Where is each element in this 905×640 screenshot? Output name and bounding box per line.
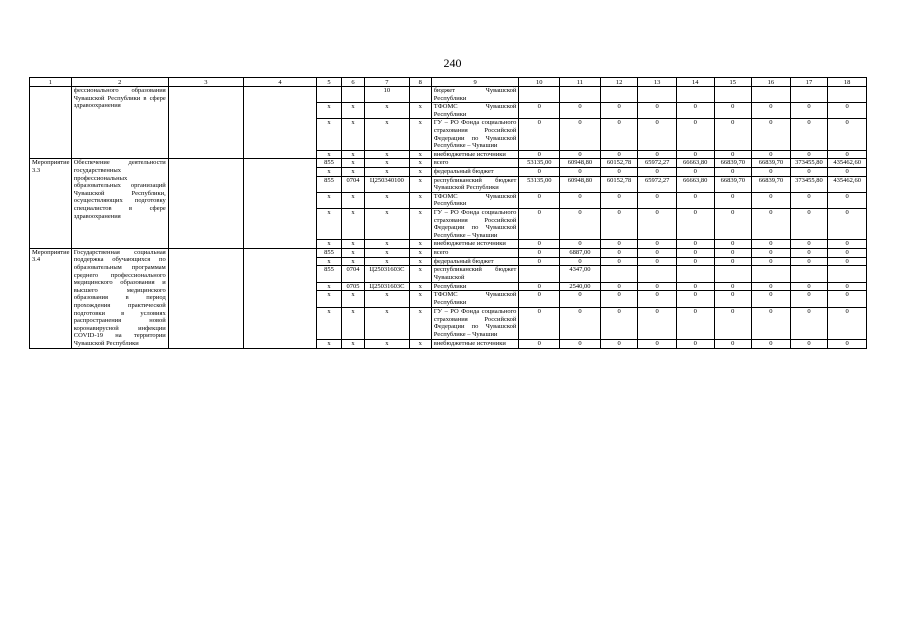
participants-cell (243, 159, 316, 249)
funding-source-cell: бюджет Чувашской Республики (431, 87, 519, 103)
amount-cell: 0 (714, 291, 752, 307)
amount-cell: 0 (676, 240, 714, 249)
column-number: 17 (790, 78, 828, 87)
section-cell: x (342, 159, 365, 168)
amount-cell (676, 87, 714, 103)
section-cell: x (342, 240, 365, 249)
amount-cell: 0 (714, 167, 752, 176)
amount-cell: 0 (828, 208, 867, 239)
executor-cell (168, 87, 243, 159)
executor-cell (168, 248, 243, 348)
amount-cell: 0 (638, 192, 677, 208)
column-number: 13 (638, 78, 677, 87)
amount-cell: 0 (560, 339, 601, 348)
amount-cell: 0 (790, 150, 828, 159)
amount-cell: 0 (676, 307, 714, 339)
amount-cell: 65972,27 (638, 159, 677, 168)
target-article-cell: x (364, 257, 409, 266)
amount-cell: 4347,00 (560, 266, 601, 282)
amount-cell: 0 (560, 307, 601, 339)
event-name-cell: Обеспечение деятельности государственных профессиональных образовательных организаций Чувашской Республики, осуществляющих подготовку специалистов в сфере здравоохранения (71, 159, 168, 249)
amount-cell: 0 (638, 307, 677, 339)
expense-group-cell: x (409, 307, 431, 339)
amount-cell: 0 (560, 208, 601, 239)
amount-cell: 0 (828, 282, 867, 291)
amount-cell: 0 (638, 339, 677, 348)
amount-cell: 0 (714, 192, 752, 208)
amount-cell (676, 266, 714, 282)
amount-cell: 0 (600, 307, 638, 339)
amount-cell: 0 (790, 248, 828, 257)
amount-cell: 0 (600, 339, 638, 348)
amount-cell: 0 (638, 119, 677, 150)
amount-cell: 0 (676, 248, 714, 257)
amount-cell: 0 (828, 248, 867, 257)
amount-cell: 0 (790, 167, 828, 176)
column-number: 11 (560, 78, 601, 87)
grbs-cell: x (316, 119, 341, 150)
amount-cell: 60152,78 (600, 159, 638, 168)
participants-cell (243, 248, 316, 348)
expense-group-cell: x (409, 208, 431, 239)
amount-cell: 0 (519, 248, 560, 257)
amount-cell: 0 (714, 257, 752, 266)
grbs-cell: x (316, 208, 341, 239)
section-cell: x (342, 167, 365, 176)
funding-source-cell: Республики (431, 282, 519, 291)
amount-cell: 0 (638, 208, 677, 239)
funding-source-cell: республиканский бюджет Чувашской Республики (431, 176, 519, 192)
amount-cell: 0 (638, 240, 677, 249)
column-number: 2 (71, 78, 168, 87)
grbs-cell: x (316, 103, 341, 119)
amount-cell: 0 (519, 150, 560, 159)
grbs-cell: x (316, 167, 341, 176)
amount-cell: 0 (676, 150, 714, 159)
page-number: 240 (443, 56, 462, 70)
expense-group-cell: x (409, 266, 431, 282)
expense-group-cell: x (409, 176, 431, 192)
amount-cell: 0 (790, 339, 828, 348)
amount-cell: 0 (790, 208, 828, 239)
section-cell: x (342, 339, 365, 348)
table-row (30, 159, 867, 168)
amount-cell: 0 (560, 167, 601, 176)
amount-cell: 0 (638, 282, 677, 291)
expense-group-cell: x (409, 339, 431, 348)
amount-cell: 0 (560, 257, 601, 266)
amount-cell: 0 (519, 282, 560, 291)
amount-cell: 0 (600, 167, 638, 176)
amount-cell: 0 (714, 119, 752, 150)
amount-cell: 0 (676, 192, 714, 208)
grbs-cell: 855 (316, 159, 341, 168)
funding-source-cell: внебюджетные источники (431, 339, 519, 348)
amount-cell: 0 (638, 150, 677, 159)
section-cell: x (342, 103, 365, 119)
target-article-cell: x (364, 192, 409, 208)
grbs-cell: x (316, 150, 341, 159)
amount-cell: 0 (714, 282, 752, 291)
target-article-cell: Ц25031603С (364, 266, 409, 282)
grbs-cell: x (316, 307, 341, 339)
section-cell: x (342, 257, 365, 266)
amount-cell: 0 (638, 257, 677, 266)
amount-cell (828, 87, 867, 103)
target-article-cell: Ц25031603С (364, 282, 409, 291)
grbs-cell: x (316, 291, 341, 307)
section-cell: x (342, 307, 365, 339)
grbs-cell: 855 (316, 176, 341, 192)
amount-cell: 0 (828, 307, 867, 339)
section-cell: x (342, 208, 365, 239)
amount-cell (600, 87, 638, 103)
grbs-cell: 855 (316, 248, 341, 257)
column-number: 8 (409, 78, 431, 87)
amount-cell: 0 (714, 208, 752, 239)
section-cell: x (342, 119, 365, 150)
amount-cell: 0 (714, 150, 752, 159)
amount-cell: 0 (560, 291, 601, 307)
amount-cell: 0 (790, 257, 828, 266)
funding-source-cell: федеральный бюджет (431, 167, 519, 176)
target-article-cell: x (364, 240, 409, 249)
amount-cell: 0 (560, 119, 601, 150)
amount-cell: 0 (752, 240, 791, 249)
amount-cell: 0 (600, 282, 638, 291)
amount-cell: 0 (790, 307, 828, 339)
expense-group-cell (409, 87, 431, 103)
amount-cell: 66663,80 (676, 176, 714, 192)
amount-cell: 373455,80 (790, 176, 828, 192)
amount-cell (714, 266, 752, 282)
target-article-cell: x (364, 208, 409, 239)
amount-cell (519, 266, 560, 282)
amount-cell (828, 266, 867, 282)
column-number: 15 (714, 78, 752, 87)
amount-cell: 0 (519, 307, 560, 339)
target-article-cell: x (364, 103, 409, 119)
amount-cell: 0 (519, 257, 560, 266)
amount-cell: 0 (828, 240, 867, 249)
amount-cell: 435462,60 (828, 176, 867, 192)
funding-source-cell: внебюджетные источники (431, 150, 519, 159)
amount-cell: 0 (790, 103, 828, 119)
section-cell (342, 87, 365, 103)
target-article-cell: 10 (364, 87, 409, 103)
amount-cell: 6887,00 (560, 248, 601, 257)
column-number: 5 (316, 78, 341, 87)
amount-cell: 0 (752, 257, 791, 266)
amount-cell: 0 (828, 257, 867, 266)
amount-cell: 0 (752, 103, 791, 119)
amount-cell (790, 87, 828, 103)
column-number: 7 (364, 78, 409, 87)
column-number: 4 (243, 78, 316, 87)
amount-cell (790, 266, 828, 282)
amount-cell: 0 (714, 240, 752, 249)
grbs-cell: x (316, 282, 341, 291)
section-cell: 0704 (342, 266, 365, 282)
amount-cell: 0 (752, 208, 791, 239)
target-article-cell: Ц250340100 (364, 176, 409, 192)
amount-cell: 66663,80 (676, 159, 714, 168)
amount-cell: 0 (790, 119, 828, 150)
column-number: 1 (30, 78, 72, 87)
section-cell: 0705 (342, 282, 365, 291)
amount-cell: 0 (828, 192, 867, 208)
amount-cell: 0 (519, 339, 560, 348)
grbs-cell (316, 87, 341, 103)
amount-cell: 435462,60 (828, 159, 867, 168)
target-article-cell: x (364, 167, 409, 176)
funding-source-cell: ТФОМС Чувашской Республики (431, 103, 519, 119)
amount-cell: 0 (600, 119, 638, 150)
amount-cell: 0 (752, 248, 791, 257)
funding-source-cell: всего (431, 159, 519, 168)
amount-cell: 0 (600, 257, 638, 266)
amount-cell: 0 (676, 339, 714, 348)
funding-source-cell: внебюджетные источники (431, 240, 519, 249)
amount-cell: 0 (828, 103, 867, 119)
amount-cell: 0 (560, 103, 601, 119)
amount-cell: 0 (560, 192, 601, 208)
section-cell: 0704 (342, 176, 365, 192)
expense-group-cell: x (409, 103, 431, 119)
amount-cell: 0 (714, 339, 752, 348)
section-cell: x (342, 248, 365, 257)
expense-group-cell: x (409, 291, 431, 307)
amount-cell: 60948,80 (560, 159, 601, 168)
amount-cell: 66839,70 (752, 159, 791, 168)
amount-cell: 60152,78 (600, 176, 638, 192)
funding-source-cell: ТФОМС Чувашской Республики (431, 291, 519, 307)
amount-cell: 53135,00 (519, 176, 560, 192)
section-cell: x (342, 150, 365, 159)
expense-group-cell: x (409, 282, 431, 291)
grbs-cell: x (316, 240, 341, 249)
amount-cell: 0 (638, 167, 677, 176)
funding-source-cell: федеральный бюджет (431, 257, 519, 266)
expense-group-cell: x (409, 119, 431, 150)
event-name-cell: фессионального образования Чувашской Республики в сфере здравоохранения (71, 87, 168, 159)
column-number: 6 (342, 78, 365, 87)
amount-cell: 0 (752, 307, 791, 339)
expense-group-cell: x (409, 192, 431, 208)
amount-cell: 0 (676, 167, 714, 176)
funding-source-cell: ГУ – РО Фонда социального страхования Российской Федерации по Чувашской Республике – Чувашии (431, 208, 519, 239)
expense-group-cell: x (409, 257, 431, 266)
amount-cell: 0 (676, 291, 714, 307)
amount-cell: 0 (560, 240, 601, 249)
budget-table (29, 77, 867, 349)
amount-cell: 0 (600, 291, 638, 307)
expense-group-cell: x (409, 159, 431, 168)
target-article-cell: x (364, 291, 409, 307)
table-row (30, 248, 867, 257)
amount-cell (638, 87, 677, 103)
amount-cell: 0 (600, 208, 638, 239)
column-number-row (30, 78, 867, 87)
grbs-cell: x (316, 339, 341, 348)
amount-cell: 65972,27 (638, 176, 677, 192)
participants-cell (243, 87, 316, 159)
column-number: 18 (828, 78, 867, 87)
target-article-cell: x (364, 159, 409, 168)
expense-group-cell: x (409, 248, 431, 257)
table-row (30, 87, 867, 103)
amount-cell: 0 (638, 103, 677, 119)
funding-source-cell: ГУ – РО Фонда социального страхования Российской Федерации по Чувашской Республике – Чувашии (431, 119, 519, 150)
amount-cell: 0 (752, 167, 791, 176)
amount-cell: 66839,70 (714, 159, 752, 168)
amount-cell: 0 (790, 282, 828, 291)
amount-cell (714, 87, 752, 103)
amount-cell: 53135,00 (519, 159, 560, 168)
amount-cell: 0 (790, 240, 828, 249)
column-number: 9 (431, 78, 519, 87)
amount-cell: 0 (600, 103, 638, 119)
amount-cell: 0 (828, 339, 867, 348)
grbs-cell: 855 (316, 266, 341, 282)
amount-cell: 0 (676, 282, 714, 291)
executor-cell (168, 159, 243, 249)
column-number: 16 (752, 78, 791, 87)
funding-source-cell: ГУ – РО Фонда социального страхования Российской Федерации по Чувашской Республике – Чувашии (431, 307, 519, 339)
amount-cell: 0 (828, 119, 867, 150)
amount-cell: 0 (714, 248, 752, 257)
amount-cell: 0 (560, 150, 601, 159)
target-article-cell: x (364, 248, 409, 257)
grbs-cell: x (316, 192, 341, 208)
column-number: 12 (600, 78, 638, 87)
amount-cell: 0 (519, 208, 560, 239)
section-cell: x (342, 192, 365, 208)
amount-cell (519, 87, 560, 103)
amount-cell: 0 (638, 248, 677, 257)
event-name-cell: Государственная социальная поддержка обучающихся по образовательным программам среднего профессионального медицинского образования и высшего медицинского образования в период прохождения практической подготовки в условиях распространения новой коронавирусной инфекции COVID-19 на территории Чувашской Республики (71, 248, 168, 348)
expense-group-cell: x (409, 240, 431, 249)
expense-group-cell: x (409, 167, 431, 176)
amount-cell: 0 (828, 167, 867, 176)
column-number: 14 (676, 78, 714, 87)
amount-cell: 0 (676, 257, 714, 266)
target-article-cell: x (364, 339, 409, 348)
amount-cell: 66839,70 (752, 176, 791, 192)
amount-cell: 0 (600, 192, 638, 208)
amount-cell: 2540,00 (560, 282, 601, 291)
amount-cell: 0 (600, 248, 638, 257)
amount-cell: 66839,70 (714, 176, 752, 192)
amount-cell: 0 (752, 282, 791, 291)
expense-group-cell: x (409, 150, 431, 159)
amount-cell: 0 (676, 103, 714, 119)
amount-cell: 0 (752, 192, 791, 208)
amount-cell (752, 87, 791, 103)
amount-cell: 0 (638, 291, 677, 307)
amount-cell: 0 (676, 208, 714, 239)
amount-cell: 0 (790, 291, 828, 307)
amount-cell (600, 266, 638, 282)
event-id-cell: Мероприятие 3.3 (30, 159, 72, 249)
amount-cell: 0 (828, 150, 867, 159)
amount-cell: 0 (752, 339, 791, 348)
amount-cell: 0 (600, 240, 638, 249)
amount-cell: 0 (790, 192, 828, 208)
column-number: 10 (519, 78, 560, 87)
amount-cell: 0 (519, 167, 560, 176)
amount-cell: 0 (752, 150, 791, 159)
grbs-cell: x (316, 257, 341, 266)
funding-source-cell: ТФОМС Чувашской Республики (431, 192, 519, 208)
amount-cell: 373455,80 (790, 159, 828, 168)
amount-cell: 60948,80 (560, 176, 601, 192)
amount-cell: 0 (752, 119, 791, 150)
amount-cell: 0 (519, 192, 560, 208)
amount-cell: 0 (714, 103, 752, 119)
amount-cell: 0 (676, 119, 714, 150)
amount-cell: 0 (752, 291, 791, 307)
amount-cell (752, 266, 791, 282)
target-article-cell: x (364, 150, 409, 159)
column-number: 3 (168, 78, 243, 87)
target-article-cell: x (364, 119, 409, 150)
amount-cell: 0 (519, 291, 560, 307)
funding-source-cell: всего (431, 248, 519, 257)
funding-source-cell: республиканский бюджет Чувашской (431, 266, 519, 282)
target-article-cell: x (364, 307, 409, 339)
amount-cell (638, 266, 677, 282)
amount-cell: 0 (600, 150, 638, 159)
amount-cell: 0 (828, 291, 867, 307)
event-id-cell (30, 87, 72, 159)
amount-cell: 0 (519, 240, 560, 249)
amount-cell (560, 87, 601, 103)
amount-cell: 0 (519, 103, 560, 119)
amount-cell: 0 (714, 307, 752, 339)
event-id-cell: Мероприятие 3.4 (30, 248, 72, 348)
amount-cell: 0 (519, 119, 560, 150)
section-cell: x (342, 291, 365, 307)
